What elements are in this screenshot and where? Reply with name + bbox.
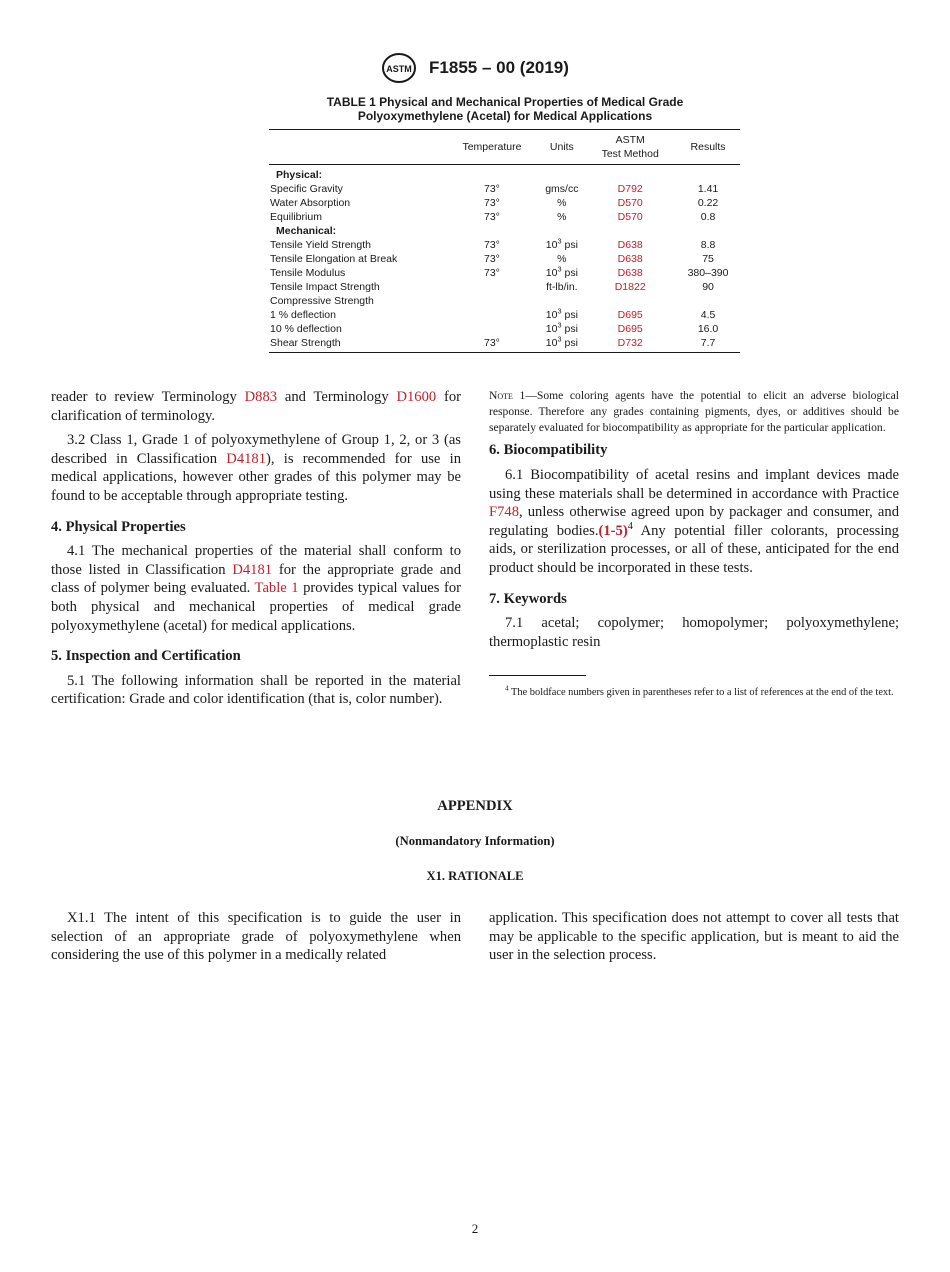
paragraph-5-1: 5.1 The following information shall be reported in the material certification: Grade and color identification (that is, color number).	[51, 672, 461, 708]
appendix-section-heading: X1. RATIONALE	[426, 869, 524, 883]
paragraph-4-1: 4.1 The mechanical properties of the material shall conform to those listed in Classification D4181 for the appropriate grade and class of polymer being evaluated. Table 1 provides typical values for both physical and mechanical properties of medical grade polyoxymethylene (acetal) for medical applications.	[51, 543, 461, 634]
table-row: Compressive Strength	[270, 295, 374, 307]
test-method-link[interactable]: D1822	[614, 281, 646, 293]
table-row: 10 % deflection $10^3$ psi D695 16.0	[270, 320, 719, 335]
table-row: Tensile Elongation at Break 73° % D638 75	[270, 253, 714, 265]
reference-link[interactable]: D883	[244, 389, 278, 405]
citation-link[interactable]: (1-5)	[598, 522, 628, 539]
table-row: Mechanical:	[276, 225, 337, 237]
note-1: Note 1—Some coloring agents have the potential to elicit an adverse biological response. Therefore any grades containing pigments, dyes, or additives should be separately evaluated for biocompatibility as appropriate for the particular application.	[489, 389, 899, 434]
test-method-link[interactable]: D638	[617, 267, 643, 279]
test-method-link[interactable]: D638	[617, 253, 643, 265]
test-method-link[interactable]: D570	[617, 197, 643, 209]
left-column	[51, 388, 461, 715]
page-header	[0, 52, 950, 84]
svg-text:ASTM: ASTM	[386, 64, 412, 74]
page-number: 2	[471, 1221, 479, 1236]
column-units: Units	[549, 141, 574, 153]
table-link[interactable]: Table 1	[254, 580, 299, 597]
section-heading: 5. Inspection and Certification	[51, 648, 241, 665]
test-method-link[interactable]: D638	[617, 239, 643, 251]
section-heading: 6. Biocompatibility	[489, 442, 608, 459]
appendix-paragraph-left: X1.1 The intent of this specification is to guide the user in selection of an appropriate grade of polyoxymethylene when considering the use of this polymer in a medically related	[51, 910, 461, 964]
reference-link[interactable]: D1600	[396, 389, 437, 405]
reference-link[interactable]: F748	[489, 504, 520, 521]
reference-link[interactable]: D4181	[226, 450, 267, 467]
paragraph-6-1: 6.1 Biocompatibility of acetal resins and implant devices made using these materials shall be determined in accordance with Practice F748, unless otherwise agreed upon by packager and consumer, and regulating $bodies.(1-5)^4$ Any potential filler colorants, processing aids, or sterilization processes, or all of these, anticipated for the end product should be incorporated in these tests.	[489, 466, 899, 576]
table-row: 1 % deflection $10^3$ psi D695 4.5	[270, 306, 716, 321]
paragraph-reader: reader to review Terminology D883 and Terminology D1600 for clarification of terminology.	[51, 389, 462, 424]
right-column	[489, 388, 899, 701]
standard-designation: F1855 – 00 (2019)	[429, 58, 569, 77]
test-method-link[interactable]: D570	[617, 211, 643, 223]
table-row: Tensile Yield Strength 73° $10^3$ psi D638 8.8	[270, 236, 716, 251]
footnote-divider	[489, 675, 586, 676]
paragraph-3-2: 3.2 Class 1, Grade 1 of polyoxymethylene of Group 1, 2, or 3 (as described in Classification D4181), is recommended for use in medical applications, however other grades of this polymer may be found to be acceptable through appropriate testing.	[51, 432, 461, 504]
appendix-subtitle: (Nonmandatory Information)	[395, 834, 555, 848]
section-heading: 7. Keywords	[489, 590, 567, 607]
column-results: Results	[690, 141, 726, 153]
reference-link[interactable]: D4181	[232, 561, 273, 578]
table-header-row	[269, 130, 740, 165]
paragraph-7-1: 7.1 acetal; copolymer; homopolymer; polyoxymethylene; thermoplastic resin	[489, 615, 899, 650]
table-row: Tensile Modulus 73° $10^3$ psi D638 380–390	[270, 264, 729, 279]
appendix-title: APPENDIX	[437, 798, 513, 814]
table-row: Water Absorption 73° % D570 0.22	[270, 197, 719, 209]
test-method-link[interactable]: D792	[617, 183, 643, 195]
column-temperature: Temperature	[462, 141, 522, 153]
footnote: $^4$ The boldface numbers given in parentheses refer to a list of references at the end of the text.	[505, 684, 894, 699]
test-method-link[interactable]: D695	[617, 323, 643, 335]
table-row: Physical:	[276, 169, 323, 181]
table-title: TABLE 1 Physical and Mechanical Properties of Medical Grade Polyoxymethylene (Acetal) for Medical Applications	[326, 95, 684, 123]
table-row: Shear Strength 73° $10^3$ psi D732 7.7	[270, 334, 716, 349]
properties-table	[269, 129, 740, 353]
table-row: Specific Gravity 73° gms/cc D792 1.41	[270, 183, 719, 195]
column-astm-test-method: ASTM Test Method	[601, 134, 659, 160]
astm-logo-icon	[381, 52, 417, 84]
footnote-marker: 4	[627, 520, 633, 532]
test-method-link[interactable]: D695	[617, 309, 643, 321]
section-heading: 4. Physical Properties	[51, 518, 186, 535]
table-row: Equilibrium 73° % D570 0.8	[270, 211, 716, 223]
table-row: Tensile Impact Strength ft-lb/in. D1822 90	[270, 281, 714, 293]
appendix-paragraph-right: application. This specification does not attempt to cover all tests that may be applicable to the specific application, but is meant to aid the user in the selection process.	[489, 910, 899, 964]
test-method-link[interactable]: D732	[617, 337, 643, 349]
